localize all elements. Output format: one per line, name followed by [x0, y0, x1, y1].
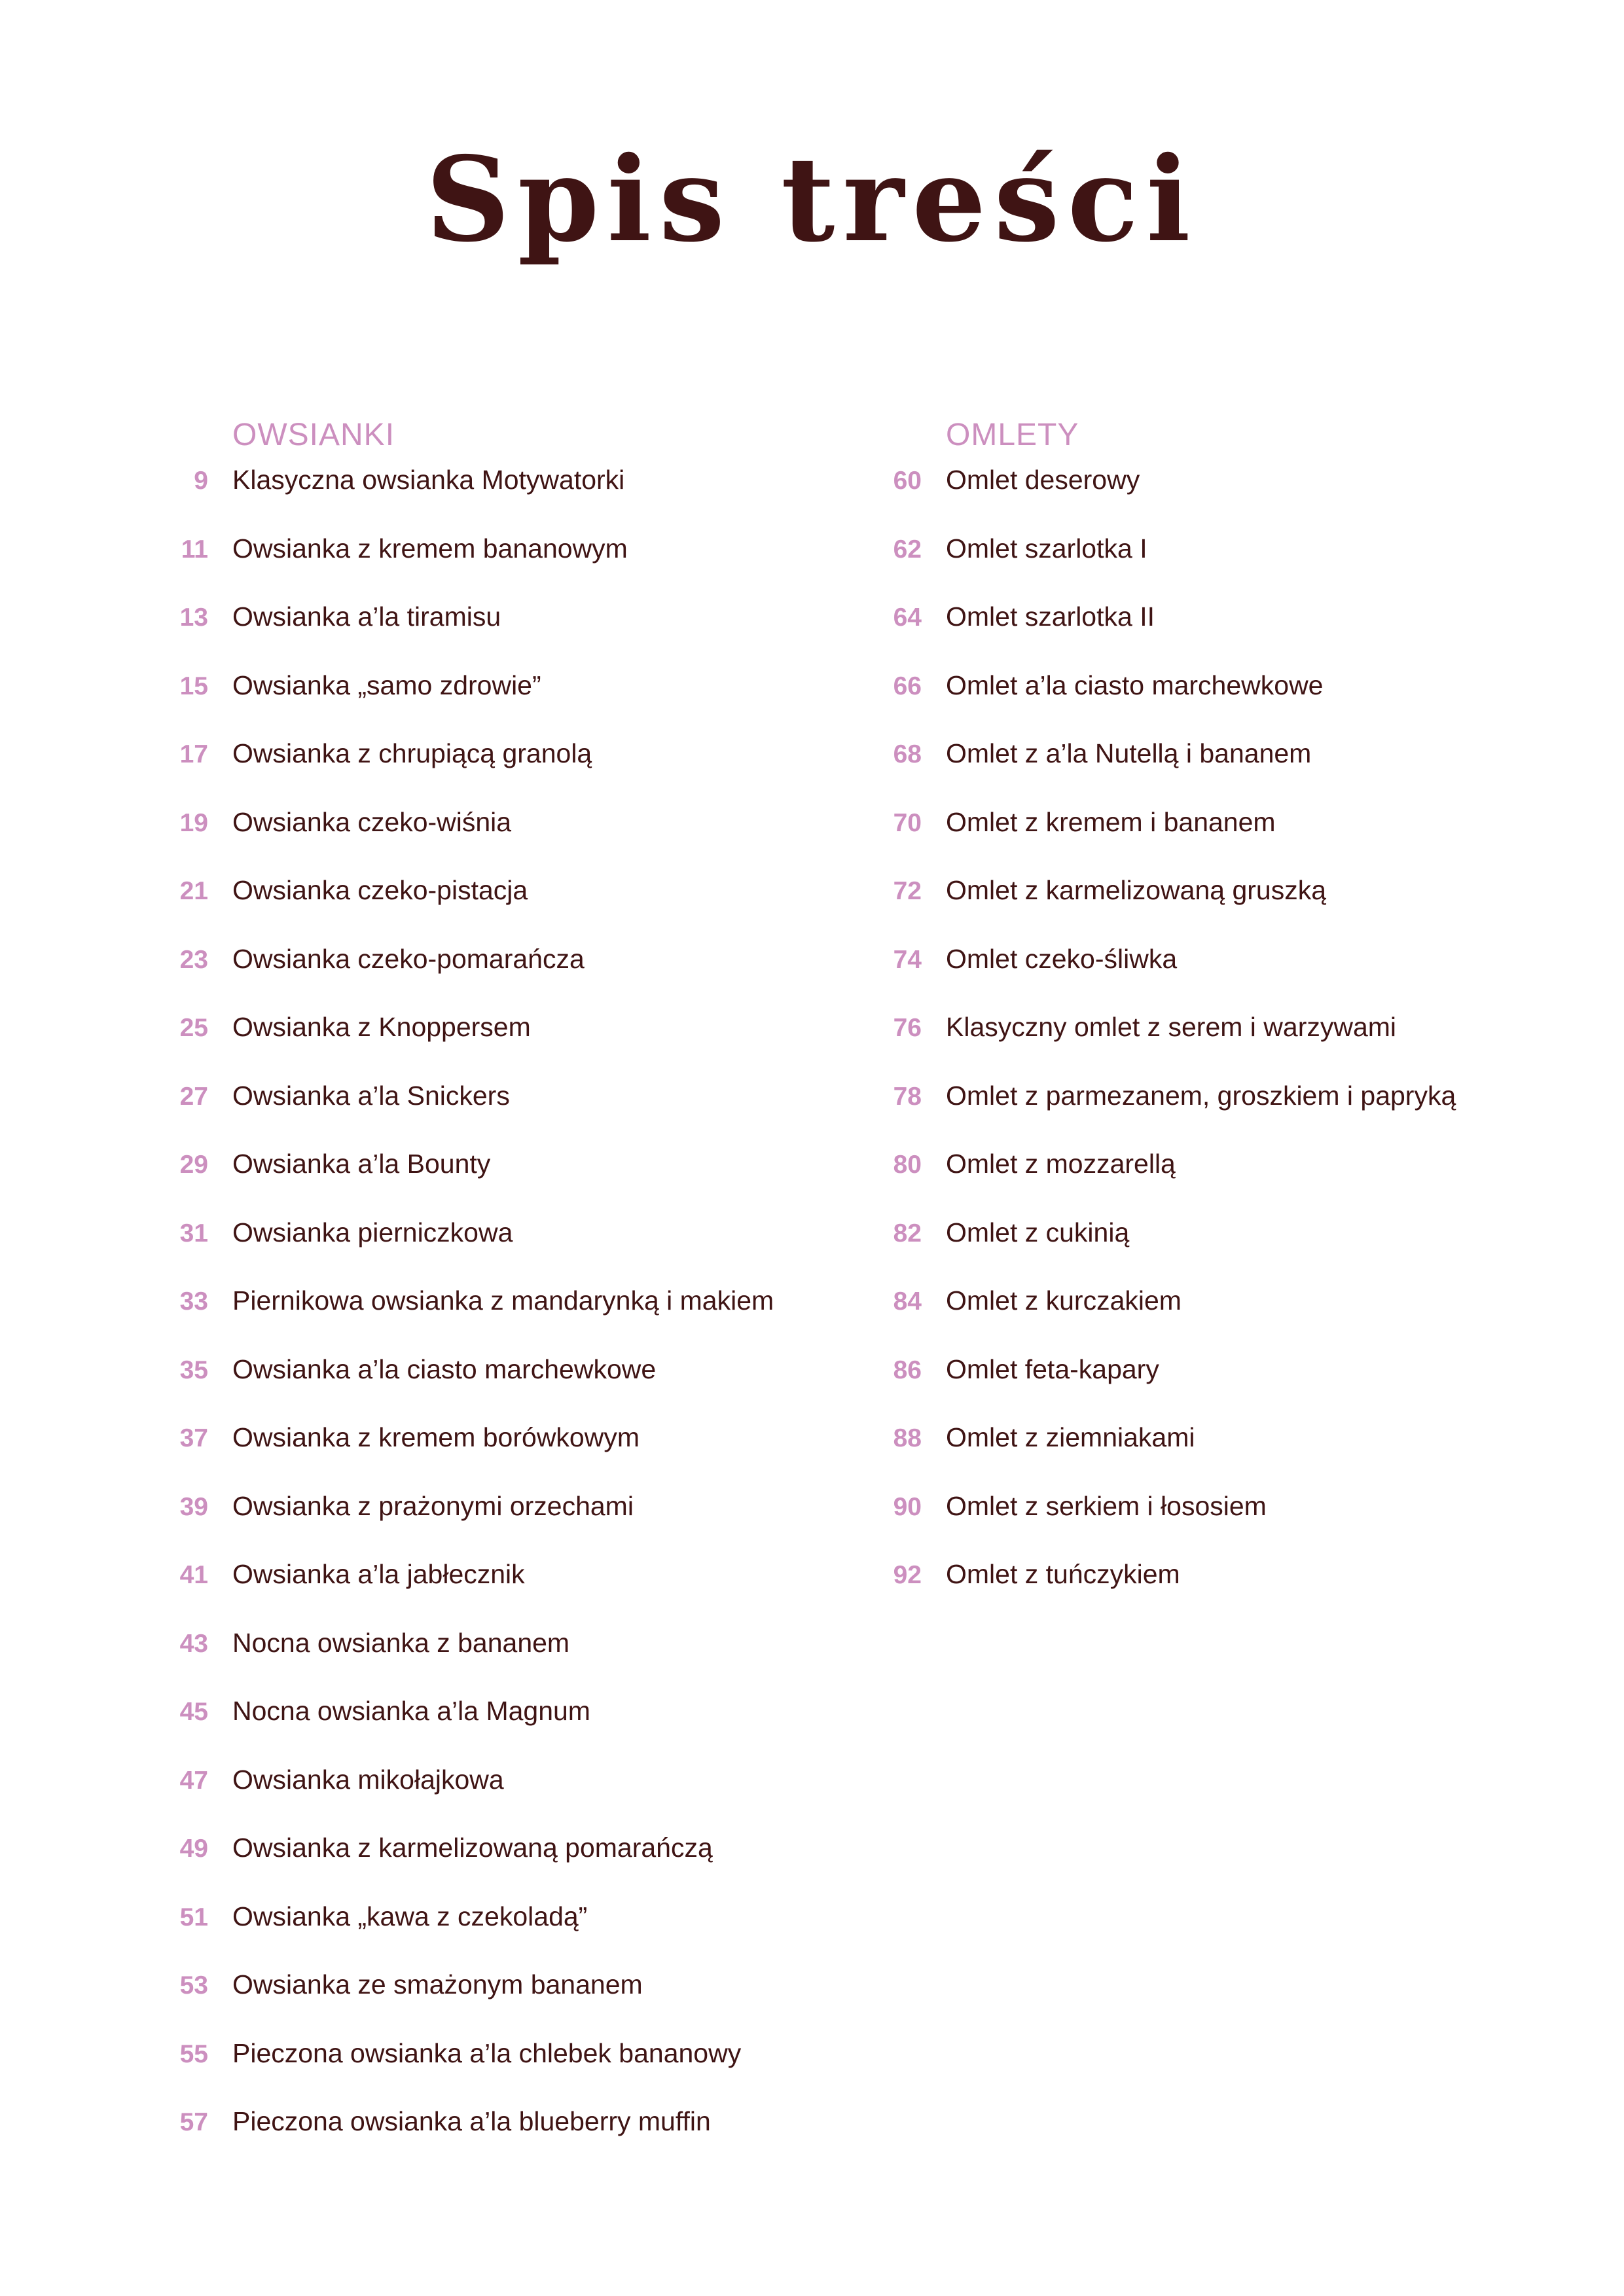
toc-entry-title: Owsianka z chrupiącą granolą: [232, 738, 592, 768]
toc-entry: [844, 738, 1597, 807]
toc-entry: [844, 1081, 1597, 1149]
toc-entry: [844, 1012, 1597, 1081]
toc-entry-title: Omlet szarlotka I: [946, 533, 1147, 564]
toc-entry: [131, 1354, 884, 1423]
toc-entry-page-number: 37: [179, 1424, 208, 1452]
section-heading-omlety: OMLETY: [946, 418, 1079, 452]
toc-entry-title: Piernikowa owsianka z mandarynką i makiem: [232, 1285, 774, 1316]
toc-entry-title: Omlet z kremem i bananem: [946, 806, 1276, 837]
toc-entry-page-number: 45: [179, 1698, 208, 1726]
toc-entry-page-number: 9: [194, 467, 208, 495]
toc-entry-title: Owsianka a’la jabłecznik: [232, 1559, 525, 1589]
toc-entry: [844, 1422, 1597, 1491]
toc-entry-title: Owsianka a’la Snickers: [232, 1080, 510, 1111]
toc-entry-page-number: 21: [179, 877, 208, 905]
toc-entry-page-number: 72: [893, 877, 922, 905]
toc-entry-page-number: 55: [179, 2039, 208, 2068]
section-heading-owsianki: OWSIANKI: [232, 418, 395, 452]
toc-entry-title: Omlet z tuńczykiem: [946, 1559, 1180, 1589]
toc-entry-title: Omlet z mozzarellą: [946, 1149, 1176, 1179]
toc-entry-page-number: 11: [181, 535, 208, 564]
toc-list-owsianki: [131, 465, 884, 2175]
toc-entry-page-number: 53: [179, 1971, 208, 2000]
toc-entry-page-number: 29: [179, 1151, 208, 1179]
toc-entry-page-number: 35: [179, 1355, 208, 1384]
toc-entry-title: Owsianka „samo zdrowie”: [232, 670, 541, 700]
toc-entry-title: Omlet z cukinią: [946, 1217, 1130, 1247]
toc-entry-title: Omlet z serkiem i łososiem: [946, 1490, 1267, 1521]
toc-entry-title: Owsianka z kremem bananowym: [232, 533, 628, 564]
toc-entry: [131, 1491, 884, 1560]
toc-entry-title: Omlet czeko-śliwka: [946, 943, 1178, 974]
toc-entry-title: Omlet deserowy: [946, 465, 1140, 495]
toc-entry-title: Omlet z a’la Nutellą i bananem: [946, 738, 1312, 768]
toc-entry: [844, 601, 1597, 670]
toc-entry-title: Owsianka a’la tiramisu: [232, 601, 501, 632]
toc-entry-page-number: 92: [893, 1561, 922, 1589]
toc-entry-page-number: 25: [179, 1014, 208, 1042]
toc-entry-page-number: 49: [179, 1835, 208, 1863]
toc-entry: [131, 2106, 884, 2175]
toc-entry-title: Omlet szarlotka II: [946, 601, 1155, 632]
toc-entry-title: Owsianka z kremem borówkowym: [232, 1422, 640, 1452]
toc-entry-page-number: 15: [179, 672, 208, 700]
toc-entry: [844, 1217, 1597, 1286]
toc-entry: [844, 1149, 1597, 1217]
toc-entry: [844, 1491, 1597, 1560]
toc-entry-page-number: 33: [179, 1287, 208, 1316]
toc-entry-title: Omlet z karmelizowaną gruszką: [946, 875, 1327, 905]
toc-entry: [844, 807, 1597, 876]
toc-entry-page-number: 23: [179, 945, 208, 974]
toc-entry-page-number: 82: [893, 1219, 922, 1247]
toc-entry: [131, 1901, 884, 1970]
toc-entry-page-number: 17: [179, 740, 208, 768]
toc-entry-page-number: 31: [179, 1219, 208, 1247]
toc-entry-title: Owsianka z prażonymi orzechami: [232, 1490, 634, 1521]
toc-list-omlety: [844, 465, 1597, 1628]
toc-entry-title: Klasyczna owsianka Motywatorki: [232, 465, 625, 495]
toc-entry-page-number: 64: [893, 603, 922, 632]
toc-entry: [131, 1765, 884, 1833]
toc-entry: [131, 533, 884, 602]
toc-entry: [131, 875, 884, 944]
toc-entry: [131, 670, 884, 739]
toc-entry-title: Owsianka ze smażonym bananem: [232, 1969, 643, 2000]
toc-entry: [131, 1559, 884, 1628]
toc-entry: [131, 944, 884, 1013]
toc-entry-page-number: 90: [893, 1492, 922, 1521]
toc-entry: [131, 1217, 884, 1286]
toc-entry: [844, 1559, 1597, 1628]
toc-entry-title: Owsianka czeko-pistacja: [232, 875, 528, 905]
toc-entry-title: Omlet z ziemniakami: [946, 1422, 1195, 1452]
toc-entry: [131, 1149, 884, 1217]
toc-entry-page-number: 88: [893, 1424, 922, 1452]
toc-entry-title: Nocna owsianka z bananem: [232, 1627, 570, 1658]
toc-entry: [131, 1969, 884, 2038]
toc-entry-page-number: 39: [179, 1492, 208, 1521]
toc-entry-page-number: 41: [179, 1561, 208, 1589]
toc-entry-page-number: 86: [893, 1355, 922, 1384]
toc-entry: [131, 1285, 884, 1354]
toc-entry: [844, 1285, 1597, 1354]
toc-entry-title: Nocna owsianka a’la Magnum: [232, 1696, 590, 1726]
toc-entry: [131, 807, 884, 876]
page-title: Spis treści: [425, 131, 1199, 268]
toc-entry-page-number: 51: [179, 1903, 208, 1931]
toc-entry-page-number: 80: [893, 1151, 922, 1179]
toc-column-owsianki: [131, 412, 884, 2175]
toc-entry-title: Omlet a’la ciasto marchewkowe: [946, 670, 1324, 700]
toc-entry-page-number: 47: [179, 1766, 208, 1795]
toc-entry: [131, 738, 884, 807]
toc-entry-page-number: 19: [179, 808, 208, 837]
toc-entry-title: Owsianka czeko-pomarańcza: [232, 943, 585, 974]
toc-entry-title: Owsianka „kawa z czekoladą”: [232, 1901, 588, 1931]
toc-entry-page-number: 78: [893, 1082, 922, 1111]
toc-entry-page-number: 60: [893, 467, 922, 495]
toc-entry-title: Klasyczny omlet z serem i warzywami: [946, 1012, 1397, 1042]
toc-entry-page-number: 68: [893, 740, 922, 768]
toc-entry: [131, 1081, 884, 1149]
toc-entry: [844, 875, 1597, 944]
toc-entry: [131, 1012, 884, 1081]
toc-entry-title: Owsianka czeko-wiśnia: [232, 806, 512, 837]
toc-entry-title: Omlet feta-kapary: [946, 1354, 1159, 1384]
toc-entry-page-number: 27: [179, 1082, 208, 1111]
toc-entry-title: Omlet z kurczakiem: [946, 1285, 1182, 1316]
toc-entry: [844, 944, 1597, 1013]
toc-entry-page-number: 70: [893, 808, 922, 837]
toc-entry-page-number: 84: [893, 1287, 922, 1316]
toc-entry: [844, 465, 1597, 533]
toc-entry: [844, 533, 1597, 602]
toc-entry-title: Owsianka a’la Bounty: [232, 1149, 491, 1179]
toc-entry: [844, 670, 1597, 739]
toc-entry-page-number: 74: [893, 945, 922, 974]
toc-entry-page-number: 62: [893, 535, 922, 564]
toc-entry-title: Owsianka mikołajkowa: [232, 1764, 504, 1795]
toc-entry-title: Omlet z parmezanem, groszkiem i papryką: [946, 1080, 1456, 1111]
toc-entry: [131, 1833, 884, 1901]
toc-entry: [131, 601, 884, 670]
toc-entry-page-number: 76: [893, 1014, 922, 1042]
toc-entry-title: Pieczona owsianka a’la blueberry muffin: [232, 2106, 711, 2136]
toc-entry-title: Pieczona owsianka a’la chlebek bananowy: [232, 2037, 742, 2068]
toc-entry-title: Owsianka pierniczkowa: [232, 1217, 513, 1247]
toc-entry-title: Owsianka z Knoppersem: [232, 1012, 531, 1042]
toc-entry: [844, 1354, 1597, 1423]
toc-entry: [131, 1422, 884, 1491]
toc-entry-page-number: 57: [179, 2108, 208, 2136]
toc-entry-page-number: 66: [893, 672, 922, 700]
toc-entry: [131, 1696, 884, 1765]
toc-entry-page-number: 13: [179, 603, 208, 632]
toc-entry-title: Owsianka a’la ciasto marchewkowe: [232, 1354, 657, 1384]
toc-entry: [131, 465, 884, 533]
toc-column-omlety: [844, 412, 1597, 1628]
toc-entry-title: Owsianka z karmelizowaną pomarańczą: [232, 1833, 713, 1863]
toc-entry-page-number: 43: [179, 1629, 208, 1658]
toc-entry: [131, 1628, 884, 1696]
toc-entry: [131, 2038, 884, 2107]
